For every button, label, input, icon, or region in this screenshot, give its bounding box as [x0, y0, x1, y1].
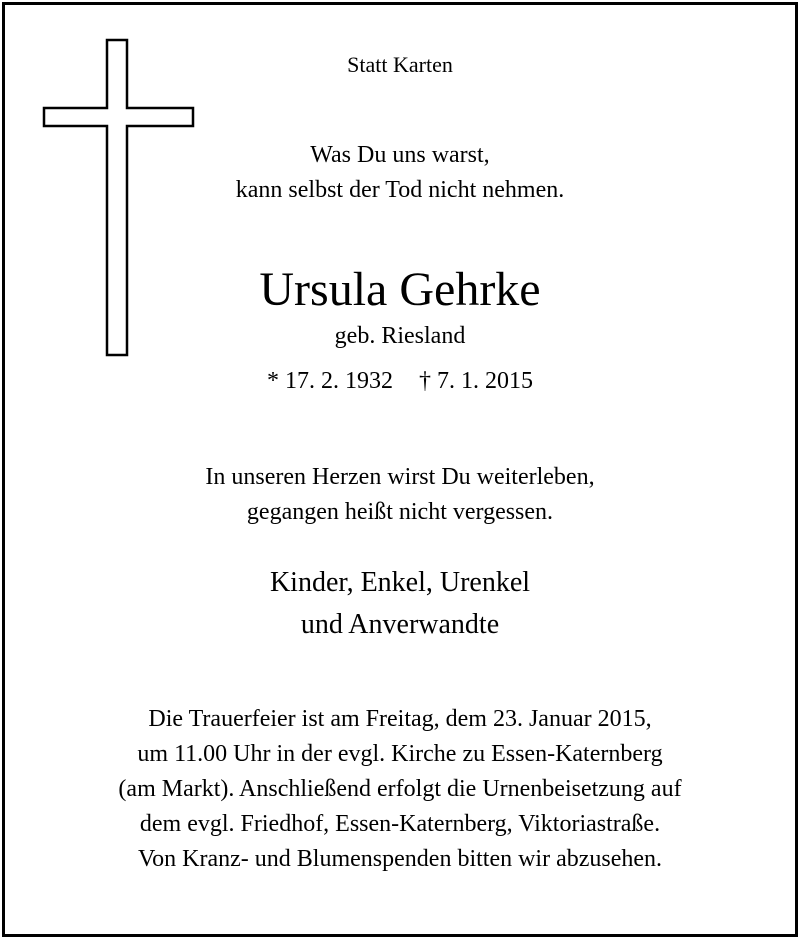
maiden-name: geb. Riesland — [334, 323, 466, 349]
life-dates — [0, 368, 800, 395]
death-date: † 7. 1. 2015 — [419, 368, 533, 394]
funeral-info-line-4: dem evgl. Friedhof, Essen-Katernberg, Viktoriastraße. — [139, 811, 661, 837]
deceased-name: Ursula Gehrke — [259, 263, 541, 316]
funeral-info-line-3: (am Markt). Anschließend erfolgt die Urnenbeisetzung auf — [118, 776, 682, 802]
mourners-line-1: Kinder, Enkel, Urenkel — [269, 567, 531, 598]
verse-line-1: In unseren Herzen wirst Du weiterleben, — [205, 464, 595, 490]
funeral-info-line-2: um 11.00 Uhr in der evgl. Kirche zu Essen-Katernberg — [137, 741, 663, 767]
quote-line-1: Was Du uns warst, — [310, 142, 490, 168]
funeral-info-line-5: Von Kranz- und Blumenspenden bitten wir abzusehen. — [137, 846, 663, 872]
verse-line-2: gegangen heißt nicht vergessen. — [246, 499, 554, 525]
header-text: Statt Karten — [347, 52, 453, 77]
quote-line-2: kann selbst der Tod nicht nehmen. — [235, 177, 565, 203]
funeral-info-line-1: Die Trauerfeier ist am Freitag, dem 23. Januar 2015, — [148, 706, 652, 732]
birth-date: * 17. 2. 1932 — [267, 368, 393, 394]
mourners-line-2: und Anverwandte — [300, 609, 500, 640]
